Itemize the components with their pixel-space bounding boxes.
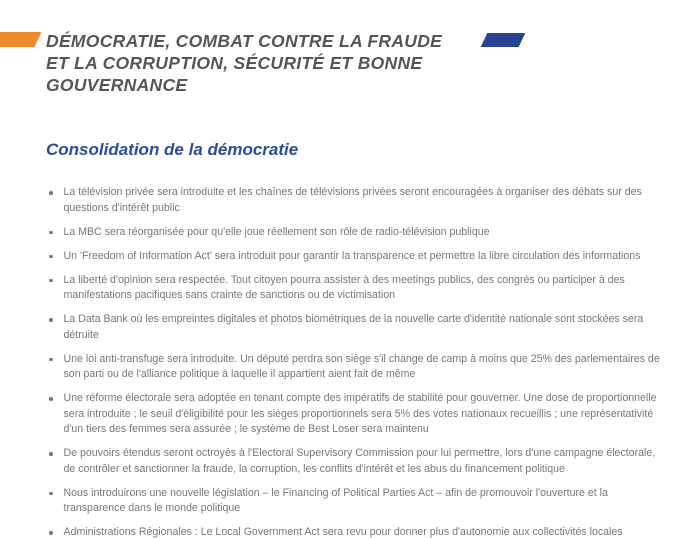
page-title — [46, 30, 663, 96]
list-item — [49, 391, 661, 438]
bullet-icon — [49, 279, 53, 283]
bullet-icon — [49, 452, 53, 456]
list-item — [49, 225, 661, 241]
bullet-icon — [49, 318, 53, 322]
list-item-text: Administrations Régionales : Le Local Government Act sera revu pour donner plus d'autonomie aux collectivités locales — [63, 526, 623, 538]
list-item-text: La Data Bank où les empreintes digitales et photos biométriques de la nouvelle carte d'identité nationale sont stockées sera détruite — [63, 313, 644, 341]
list-item-text: La télévision privée sera introduite et les chaînes de télévisions privées seront encouragées à organiser des débats sur des questions d'intérêt public — [63, 186, 642, 214]
list-item-text: Un 'Freedom of Information Act' sera introduit pour garantir la transparence et permettre la libre circulation des informations — [63, 249, 641, 262]
page-title-line-1: DÉMOCRATIE, COMBAT CONTRE LA FRAUDE — [46, 31, 443, 51]
list-item — [49, 352, 661, 383]
list-item — [49, 525, 661, 538]
page-title-line-3: GOUVERNANCE — [46, 75, 188, 95]
bullet-icon — [49, 255, 53, 259]
bullet-icon — [49, 531, 53, 535]
document-header — [0, 30, 683, 96]
list-item-text: La MBC sera réorganisée pour qu'elle joue réellement son rôle de radio-télévision publique — [63, 225, 490, 238]
list-item — [49, 249, 661, 265]
list-item — [49, 486, 661, 517]
bullet-icon — [49, 492, 53, 496]
list-item — [49, 312, 661, 343]
bullet-icon — [49, 231, 53, 235]
bullet-icon — [49, 358, 53, 362]
list-item — [49, 446, 661, 477]
bullet-list — [0, 185, 683, 538]
list-item — [49, 185, 661, 216]
list-item-text: De pouvoirs étendus seront octroyés à l'Electoral Supervisory Commission pour lui permettre, lors d'une campagne électorale, de contrôler et sanctionner la fraude, la corruption, les conflits d'intérêt et les abus du financement politique — [63, 447, 656, 475]
list-item-text: Une réforme électorale sera adoptée en tenant compte des impératifs de stabilité pour gouverner. Une dose de proportionnelle sera introduite ; le seuil d'éligibilité pour les sièges proportionnels sera 5% des votes nationaux recueillis ; une représentativité d'un tiers des femmes sera assurée ; le système de Best Loser sera maintenu — [63, 392, 657, 435]
list-item-text: Nous introduirons une nouvelle législation – le Financing of Political Parties Act – afin de promouvoir l'ouverture et la transparence dans le monde politique — [63, 486, 608, 514]
list-item-text: Une loi anti-transfuge sera introduite. Un député perdra son siège s'il change de camp à moins que 25% des parlementaires de son parti ou de l'alliance politique à laquelle il appartient aient fait de même — [63, 352, 660, 380]
blue-accent-shape — [481, 33, 526, 47]
list-item-text: La liberté d'opinion sera respectée. Tout citoyen pourra assister à des meetings publics, des congrès ou participer à des manifestations pacifiques sans crainte de sanctions ou de victimisation — [63, 273, 625, 301]
orange-accent-shape — [0, 32, 41, 47]
list-item — [49, 273, 661, 304]
bullet-icon — [49, 397, 53, 401]
bullet-icon — [49, 191, 53, 195]
page-title-line-2: ET LA CORRUPTION, SÉCURITÉ ET BONNE — [46, 53, 423, 73]
section-heading: Consolidation de la démocratie — [46, 140, 299, 159]
